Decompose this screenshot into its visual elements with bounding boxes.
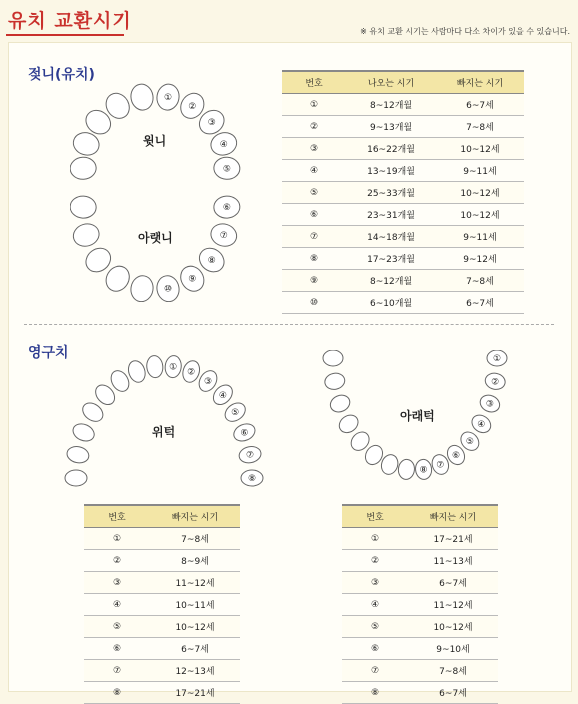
column-header: 빠지는 시기 [436, 71, 524, 94]
permanent-teeth-label: 영구치 [28, 345, 69, 361]
column-header: 번호 [342, 505, 408, 528]
table-row [342, 594, 498, 616]
tooth-number: ⑥ [451, 450, 461, 461]
table-cell: ⑧ [282, 248, 346, 270]
column-header: 빠지는 시기 [150, 505, 240, 528]
table-cell: ⑦ [84, 660, 150, 682]
table-cell: ④ [84, 594, 150, 616]
table-cell: ⑤ [282, 182, 346, 204]
table-cell: 9~10세 [408, 638, 498, 660]
table-cell: 16~22개월 [346, 138, 436, 160]
table-cell: 11~12세 [150, 572, 240, 594]
tooth [323, 371, 346, 391]
tooth-number: ⑥ [240, 428, 249, 439]
table-cell: ⑥ [282, 204, 346, 226]
table-row [84, 616, 240, 638]
table-cell: ④ [282, 160, 346, 182]
table-cell: 6~7세 [408, 682, 498, 704]
table-row [84, 572, 240, 594]
table-cell: 7~8세 [408, 660, 498, 682]
table-row [84, 660, 240, 682]
table-row [342, 550, 498, 572]
tooth-number: ② [187, 367, 196, 378]
table-row [342, 682, 498, 704]
table-cell: 8~12개월 [346, 270, 436, 292]
baby-upper-arch [70, 82, 241, 180]
tooth-number: ⑤ [231, 408, 240, 419]
table-cell: 13~19개월 [346, 160, 436, 182]
baby-lower-arch [70, 195, 241, 302]
tooth [70, 421, 97, 445]
tooth-number: ① [492, 354, 502, 364]
table-row [282, 138, 524, 160]
table-header-row [84, 505, 240, 528]
table-cell: 25~33개월 [346, 182, 436, 204]
tooth [66, 445, 91, 465]
table-row [282, 160, 524, 182]
table-cell: 8~12개월 [346, 94, 436, 116]
disclaimer-note: ※ 유치 교환 시기는 사람마다 다소 차이가 있을 수 있습니다. [360, 27, 570, 36]
table-cell: 10~12세 [436, 182, 524, 204]
table-row [84, 550, 240, 572]
table-cell: 12~13세 [150, 660, 240, 682]
table-cell: 9~13개월 [346, 116, 436, 138]
table-cell: 17~23개월 [346, 248, 436, 270]
tooth-number: ③ [203, 377, 213, 388]
tooth [70, 156, 97, 180]
tooth-number: ① [169, 362, 178, 373]
table-cell: 7~8세 [436, 270, 524, 292]
table-cell: ⑦ [342, 660, 408, 682]
table-row [342, 528, 498, 550]
tooth [146, 355, 164, 379]
table-cell: ① [84, 528, 150, 550]
table-row [282, 94, 524, 116]
table-row [282, 182, 524, 204]
tooth [65, 470, 87, 486]
permanent-lower-table [342, 504, 498, 704]
table-cell: 6~10개월 [346, 292, 436, 314]
page-title: 유치 교환시기 [8, 10, 132, 32]
tooth-number: ② [188, 101, 197, 112]
table-cell: 9~12세 [436, 248, 524, 270]
tooth-number: ⑤ [465, 437, 474, 448]
table-cell: 6~7세 [150, 638, 240, 660]
table-cell: ⑥ [84, 638, 150, 660]
table-cell: 9~11세 [436, 160, 524, 182]
table-cell: 11~13세 [408, 550, 498, 572]
tooth-number: ⑦ [219, 231, 228, 242]
table-cell: ① [342, 528, 408, 550]
tooth [129, 274, 155, 302]
table-cell: ② [342, 550, 408, 572]
tooth-number: ⑦ [436, 460, 445, 471]
table-row [282, 248, 524, 270]
table-row [84, 594, 240, 616]
section-divider [24, 324, 554, 325]
table-cell: 6~7세 [436, 292, 524, 314]
baby-lower-jaw-label: 아랫니 [138, 231, 173, 245]
tooth-number: ⑧ [419, 465, 428, 476]
permanent-lower-jaw-label: 아래턱 [400, 409, 435, 423]
tooth-number: ④ [218, 390, 227, 401]
tooth [397, 459, 415, 481]
table-cell: ② [84, 550, 150, 572]
baby-teeth-diagram [70, 72, 250, 302]
table-cell: ⑤ [84, 616, 150, 638]
tooth [129, 82, 155, 112]
title-underline [6, 34, 124, 36]
table-row [342, 572, 498, 594]
table-cell: 10~12세 [408, 616, 498, 638]
column-header: 번호 [282, 71, 346, 94]
column-header: 번호 [84, 505, 150, 528]
table-cell: ⑥ [342, 638, 408, 660]
table-header-row [282, 71, 524, 94]
tooth-number: ③ [207, 118, 216, 129]
table-cell: ③ [342, 572, 408, 594]
table-cell: 11~12세 [408, 594, 498, 616]
column-header: 빠지는 시기 [408, 505, 498, 528]
table-cell: 6~7세 [436, 94, 524, 116]
tooth [323, 350, 343, 366]
baby-upper-jaw-label: 윗니 [143, 134, 167, 148]
table-cell: ② [282, 116, 346, 138]
tooth [328, 392, 353, 415]
table-cell: ④ [342, 594, 408, 616]
permanent-upper-arch [65, 355, 263, 486]
table-header-row [342, 505, 498, 528]
table-cell: 6~7세 [408, 572, 498, 594]
baby-teeth-label: 젖니(유치) [28, 67, 95, 83]
table-cell: 17~21세 [150, 682, 240, 704]
tooth-number: ③ [485, 399, 494, 410]
tooth-number: ⑧ [207, 256, 216, 267]
tooth [336, 411, 362, 436]
table-row [342, 638, 498, 660]
table-row [282, 226, 524, 248]
tooth [71, 221, 102, 250]
tooth-number: ⑧ [247, 474, 257, 484]
table-row [282, 204, 524, 226]
table-cell: 23~31개월 [346, 204, 436, 226]
table-row [84, 638, 240, 660]
table-cell: ⑨ [282, 270, 346, 292]
table-cell: 10~11세 [150, 594, 240, 616]
tooth-number: ② [491, 377, 500, 388]
baby-teeth-table [282, 70, 524, 314]
permanent-upper-table [84, 504, 240, 704]
table-row [282, 292, 524, 314]
table-cell: ⑤ [342, 616, 408, 638]
tooth-number: ⑦ [246, 450, 255, 461]
table-cell: ③ [282, 138, 346, 160]
table-cell: 7~8세 [150, 528, 240, 550]
tooth-number: ⑩ [163, 284, 173, 295]
permanent-lower-diagram [320, 350, 510, 485]
tooth [126, 359, 148, 385]
table-row [84, 682, 240, 704]
table-cell: ⑩ [282, 292, 346, 314]
table-cell: 14~18개월 [346, 226, 436, 248]
table-cell: ⑧ [84, 682, 150, 704]
permanent-upper-diagram [64, 350, 264, 490]
tooth-number: ⑤ [222, 164, 231, 175]
table-row [342, 616, 498, 638]
tooth-number: ⑨ [188, 274, 197, 285]
table-cell: 7~8세 [436, 116, 524, 138]
table-cell: 17~21세 [408, 528, 498, 550]
table-cell: ③ [84, 572, 150, 594]
table-cell: ⑧ [342, 682, 408, 704]
table-row [282, 116, 524, 138]
table-row [282, 270, 524, 292]
table-row [342, 660, 498, 682]
tooth [70, 195, 97, 219]
column-header: 나오는 시기 [346, 71, 436, 94]
table-cell: ① [282, 94, 346, 116]
table-cell: 10~12세 [436, 138, 524, 160]
table-cell: 9~11세 [436, 226, 524, 248]
permanent-upper-jaw-label: 위턱 [152, 425, 176, 439]
tooth-number: ⑥ [222, 203, 231, 214]
table-cell: 8~9세 [150, 550, 240, 572]
table-cell: ⑦ [282, 226, 346, 248]
table-cell: 10~12세 [150, 616, 240, 638]
tooth-number: ④ [477, 419, 486, 430]
table-cell: 10~12세 [436, 204, 524, 226]
table-row [84, 528, 240, 550]
tooth-number: ① [163, 93, 173, 104]
tooth-number: ④ [219, 139, 228, 150]
